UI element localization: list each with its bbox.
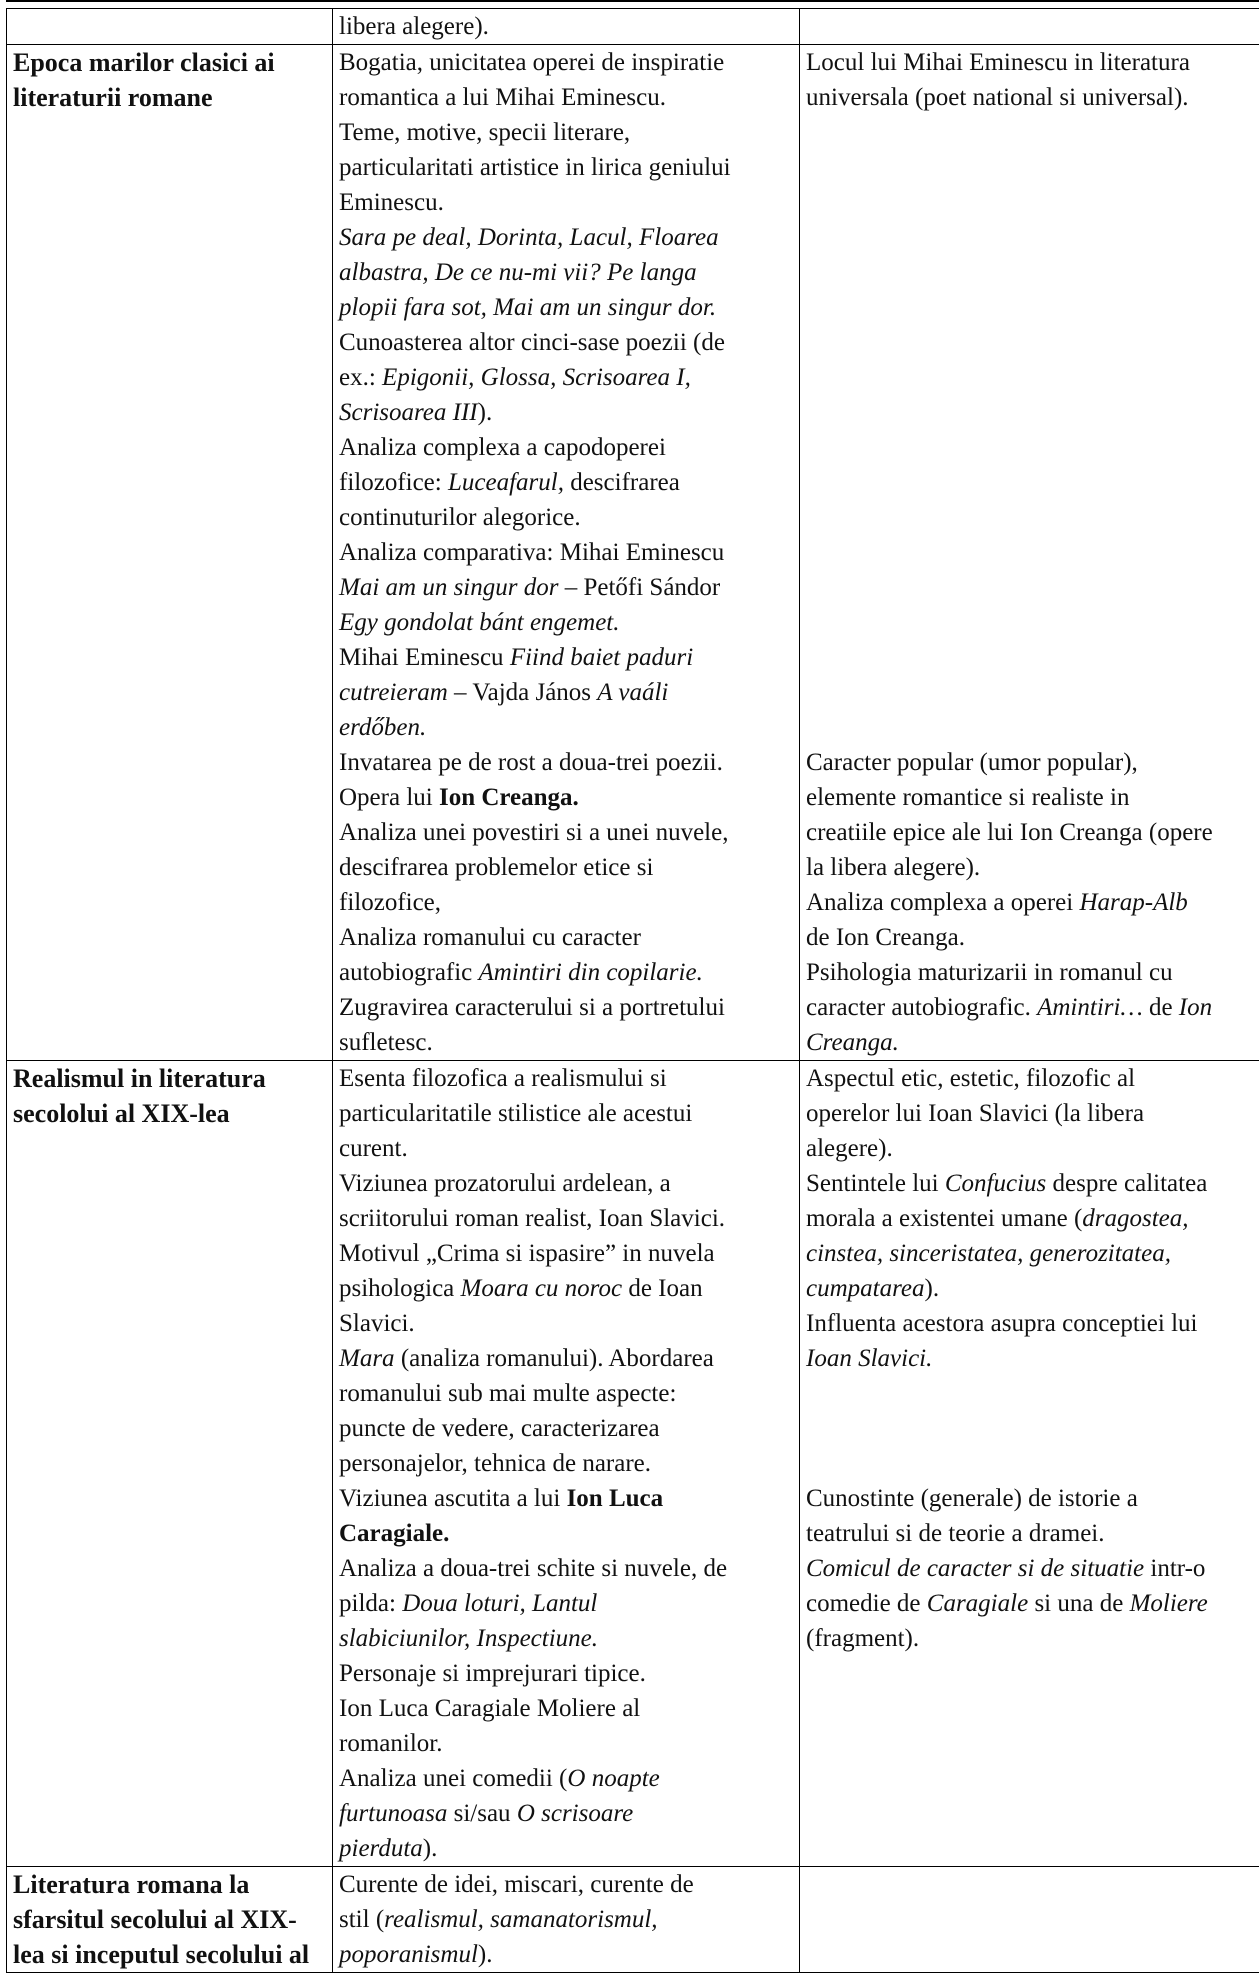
italic-text: Ioan Slavici. bbox=[806, 1345, 932, 1372]
text-span: Viziunea ascutita a lui bbox=[339, 1485, 567, 1512]
text-line bbox=[339, 9, 795, 44]
text-line bbox=[339, 1691, 795, 1726]
text-span: Analiza unei comedii ( bbox=[339, 1765, 567, 1792]
text-line bbox=[339, 1516, 795, 1551]
blank-line bbox=[806, 150, 1256, 185]
blank-line bbox=[806, 570, 1256, 605]
text-span: Opera lui bbox=[339, 784, 439, 811]
text-span: creatiile epice ale lui Ion Creanga (opere bbox=[806, 819, 1213, 846]
text-span: comedie de bbox=[806, 1590, 927, 1617]
text-span: Cunoasterea altor cinci-sase poezii (de bbox=[339, 329, 725, 356]
text-line bbox=[339, 1446, 795, 1481]
text-line bbox=[339, 1937, 795, 1972]
italic-text: Ion bbox=[1179, 994, 1212, 1021]
topic-line: Epoca marilor clasici ai bbox=[13, 45, 328, 80]
text-line bbox=[339, 815, 795, 850]
topic-cell bbox=[7, 45, 333, 1061]
text-span: Personaje si imprejurari tipice. bbox=[339, 1660, 646, 1687]
italic-text: albastra, De ce nu-mi vii? Pe langa bbox=[339, 259, 697, 286]
text-line bbox=[339, 430, 795, 465]
text-line bbox=[806, 780, 1256, 815]
text-line bbox=[806, 80, 1256, 115]
text-line bbox=[339, 1621, 795, 1656]
text-line bbox=[806, 1025, 1256, 1060]
italic-text: A vaáli bbox=[597, 679, 668, 706]
text-line bbox=[339, 1867, 795, 1902]
text-span: Motivul „Crima si ispasire” in nuvela bbox=[339, 1240, 715, 1267]
italic-text: pierduta bbox=[339, 1835, 423, 1862]
text-line bbox=[806, 1586, 1256, 1621]
text-span: Aspectul etic, estetic, filozofic al bbox=[806, 1065, 1135, 1092]
blank-line bbox=[806, 185, 1256, 220]
text-line bbox=[339, 1201, 795, 1236]
blank-line bbox=[806, 290, 1256, 325]
text-span: ). bbox=[478, 1941, 493, 1968]
text-span: teatrului si de teorie a dramei. bbox=[806, 1520, 1105, 1547]
text-line bbox=[806, 1236, 1256, 1271]
text-line bbox=[339, 1376, 795, 1411]
text-line bbox=[339, 675, 795, 710]
text-line bbox=[339, 1236, 795, 1271]
text-line bbox=[806, 1621, 1256, 1656]
text-line bbox=[339, 1271, 795, 1306]
text-span: particularitatile stilistice ale acestui bbox=[339, 1100, 692, 1127]
blank-line bbox=[806, 675, 1256, 710]
text-line bbox=[806, 745, 1256, 780]
italic-text: Mara bbox=[339, 1345, 395, 1372]
blank-line bbox=[806, 640, 1256, 675]
text-span: morala a existentei umane ( bbox=[806, 1205, 1082, 1232]
italic-text: plopii fara sot, Mai am un singur dor. bbox=[339, 294, 716, 321]
text-line bbox=[339, 535, 795, 570]
italic-text: Doua loturi, Lantul bbox=[402, 1590, 597, 1617]
text-line bbox=[339, 1726, 795, 1761]
text-line bbox=[339, 360, 795, 395]
italic-text: cutreieram bbox=[339, 679, 448, 706]
text-span: Ion Luca Caragiale Moliere al bbox=[339, 1695, 640, 1722]
text-line bbox=[806, 920, 1256, 955]
text-span: alegere). bbox=[806, 1135, 893, 1162]
text-span: filozofice, bbox=[339, 889, 441, 916]
extension-cell bbox=[800, 1061, 1259, 1867]
text-line bbox=[339, 1411, 795, 1446]
text-line bbox=[339, 745, 795, 780]
text-span: ex.: bbox=[339, 364, 382, 391]
text-line bbox=[339, 920, 795, 955]
table-row bbox=[7, 1867, 1259, 1973]
italic-text: cumpatarea bbox=[806, 1275, 925, 1302]
topic-line: Realismul in literatura bbox=[13, 1061, 328, 1096]
text-line bbox=[339, 150, 795, 185]
text-span: curent. bbox=[339, 1135, 408, 1162]
text-line bbox=[806, 1201, 1256, 1236]
text-span: despre calitatea bbox=[1046, 1170, 1207, 1197]
text-span: romanului sub mai multe aspecte: bbox=[339, 1380, 676, 1407]
text-line bbox=[806, 1271, 1256, 1306]
text-line bbox=[339, 1306, 795, 1341]
text-span: – Vajda János bbox=[448, 679, 598, 706]
italic-text: O noapte bbox=[567, 1765, 659, 1792]
text-line bbox=[339, 1341, 795, 1376]
text-span: Curente de idei, miscari, curente de bbox=[339, 1871, 694, 1898]
blank-line bbox=[806, 255, 1256, 290]
bold-text: Ion Creanga. bbox=[439, 784, 579, 811]
italic-text: Harap-Alb bbox=[1079, 889, 1187, 916]
text-span: Mihai Eminescu bbox=[339, 644, 510, 671]
content-cell bbox=[333, 1061, 800, 1867]
text-span: de Ion Creanga. bbox=[806, 924, 965, 951]
topic-cell bbox=[7, 1061, 333, 1867]
text-span: Bogatia, unicitatea operei de inspiratie bbox=[339, 49, 724, 76]
italic-text: cinstea, sinceristatea, generozitatea, bbox=[806, 1240, 1171, 1267]
text-span: psihologica bbox=[339, 1275, 461, 1302]
text-line bbox=[339, 220, 795, 255]
topic-line: secololui al XIX-lea bbox=[13, 1096, 328, 1131]
text-span: Zugravirea caracterului si a portretului bbox=[339, 994, 725, 1021]
italic-text: Epigonii, Glossa, Scrisoarea I, bbox=[382, 364, 691, 391]
text-line bbox=[339, 465, 795, 500]
bold-text: Caragiale. bbox=[339, 1520, 449, 1547]
italic-text: Mai am un singur dor bbox=[339, 574, 558, 601]
italic-text: Amintiri… bbox=[1037, 994, 1143, 1021]
italic-text: poporanismul bbox=[339, 1941, 478, 1968]
italic-text: Luceafarul, bbox=[448, 469, 564, 496]
text-line bbox=[339, 185, 795, 220]
text-line bbox=[806, 1551, 1256, 1586]
text-line bbox=[339, 80, 795, 115]
topic-line: lea si inceputul secolului al bbox=[13, 1937, 328, 1972]
text-line bbox=[806, 1166, 1256, 1201]
blank-line bbox=[806, 325, 1256, 360]
italic-text: Scrisoarea III bbox=[339, 399, 478, 426]
text-line bbox=[339, 1166, 795, 1201]
text-span: ). bbox=[423, 1835, 438, 1862]
text-line bbox=[806, 885, 1256, 920]
text-span: descifrarea bbox=[564, 469, 680, 496]
text-span: Esenta filozofica a realismului si bbox=[339, 1065, 667, 1092]
text-span: romantica a lui Mihai Eminescu. bbox=[339, 84, 666, 111]
text-span: Analiza complexa a capodoperei bbox=[339, 434, 666, 461]
text-line bbox=[339, 325, 795, 360]
text-line bbox=[339, 990, 795, 1025]
table-row bbox=[7, 1061, 1259, 1867]
text-span: ). bbox=[478, 399, 493, 426]
blank-line bbox=[806, 1411, 1256, 1446]
text-span: autobiografic bbox=[339, 959, 479, 986]
text-line bbox=[339, 1025, 795, 1060]
text-line bbox=[339, 780, 795, 815]
text-span: ). bbox=[925, 1275, 940, 1302]
text-line bbox=[806, 815, 1256, 850]
text-span: Sentintele lui bbox=[806, 1170, 945, 1197]
extension-cell bbox=[800, 9, 1259, 45]
italic-text: Comicul de caracter si de situatie bbox=[806, 1555, 1144, 1582]
text-span: Eminescu. bbox=[339, 189, 444, 216]
text-line bbox=[339, 1551, 795, 1586]
curriculum-table-body bbox=[7, 9, 1259, 1973]
text-span: operelor lui Ioan Slavici (la libera bbox=[806, 1100, 1144, 1127]
text-span: scriitorului roman realist, Ioan Slavici. bbox=[339, 1205, 725, 1232]
table-top-border bbox=[6, 0, 1259, 2]
text-line bbox=[339, 885, 795, 920]
text-line bbox=[339, 255, 795, 290]
text-line bbox=[806, 1061, 1256, 1096]
italic-text: O scrisoare bbox=[517, 1800, 633, 1827]
italic-text: dragostea, bbox=[1082, 1205, 1188, 1232]
text-span: (analiza romanului). Abordarea bbox=[395, 1345, 714, 1372]
curriculum-table bbox=[6, 8, 1259, 1973]
text-line bbox=[339, 500, 795, 535]
text-span: filozofice: bbox=[339, 469, 448, 496]
content-cell bbox=[333, 1867, 800, 1973]
text-span: Analiza a doua-trei schite si nuvele, de bbox=[339, 1555, 727, 1582]
text-line bbox=[806, 1481, 1256, 1516]
text-span: Analiza unei povestiri si a unei nuvele, bbox=[339, 819, 728, 846]
text-line bbox=[806, 1096, 1256, 1131]
text-line bbox=[339, 640, 795, 675]
italic-text: Moara cu noroc bbox=[461, 1275, 623, 1302]
italic-text: Egy gondolat bánt engemet. bbox=[339, 609, 620, 636]
text-line bbox=[806, 990, 1256, 1025]
text-line bbox=[806, 1516, 1256, 1551]
italic-text: slabiciunilor, Inspectiune. bbox=[339, 1625, 598, 1652]
text-line bbox=[339, 1061, 795, 1096]
text-line bbox=[339, 1656, 795, 1691]
text-span: elemente romantice si realiste in bbox=[806, 784, 1129, 811]
text-line bbox=[806, 955, 1256, 990]
text-span: Invatarea pe de rost a doua-trei poezii. bbox=[339, 749, 723, 776]
blank-line bbox=[806, 430, 1256, 465]
blank-line bbox=[806, 1446, 1256, 1481]
topic-line: Literatura romana la bbox=[13, 1867, 328, 1902]
blank-line bbox=[806, 115, 1256, 150]
text-span: universala (poet national si universal). bbox=[806, 84, 1189, 111]
text-span: stil ( bbox=[339, 1906, 384, 1933]
text-span: libera alegere). bbox=[339, 13, 489, 40]
text-line bbox=[339, 1831, 795, 1866]
text-line bbox=[339, 1131, 795, 1166]
text-span: la libera alegere). bbox=[806, 854, 980, 881]
text-line bbox=[339, 850, 795, 885]
text-span: Analiza romanului cu caracter bbox=[339, 924, 641, 951]
text-line bbox=[339, 115, 795, 150]
text-span: Viziunea prozatorului ardelean, a bbox=[339, 1170, 671, 1197]
text-line bbox=[806, 1131, 1256, 1166]
text-span: Slavici. bbox=[339, 1310, 415, 1337]
text-line bbox=[339, 1586, 795, 1621]
text-span: romanilor. bbox=[339, 1730, 442, 1757]
blank-line bbox=[806, 465, 1256, 500]
text-span: Psihologia maturizarii in romanul cu bbox=[806, 959, 1173, 986]
topic-line: sfarsitul secolului al XIX- bbox=[13, 1902, 328, 1937]
content-cell bbox=[333, 9, 800, 45]
text-line bbox=[339, 1761, 795, 1796]
text-line bbox=[806, 1306, 1256, 1341]
extension-cell bbox=[800, 1867, 1259, 1973]
text-span: personajelor, tehnica de narare. bbox=[339, 1450, 651, 1477]
text-span: Caracter popular (umor popular), bbox=[806, 749, 1138, 776]
italic-text: Moliere bbox=[1130, 1590, 1208, 1617]
italic-text: Amintiri din copilarie. bbox=[479, 959, 703, 986]
text-line bbox=[339, 1796, 795, 1831]
blank-line bbox=[806, 1376, 1256, 1411]
bold-text: Ion Luca bbox=[567, 1485, 664, 1512]
blank-line bbox=[806, 605, 1256, 640]
text-span: Influenta acestora asupra conceptiei lui bbox=[806, 1310, 1197, 1337]
text-span: – Petőfi Sándor bbox=[558, 574, 720, 601]
blank-line bbox=[806, 500, 1256, 535]
text-span: continuturilor alegorice. bbox=[339, 504, 581, 531]
text-span: (fragment). bbox=[806, 1625, 919, 1652]
text-line bbox=[339, 605, 795, 640]
text-span: Analiza complexa a operei bbox=[806, 889, 1079, 916]
text-line bbox=[339, 1481, 795, 1516]
blank-line bbox=[806, 710, 1256, 745]
blank-line bbox=[806, 360, 1256, 395]
text-span: sufletesc. bbox=[339, 1029, 433, 1056]
text-span: Teme, motive, specii literare, bbox=[339, 119, 630, 146]
text-line bbox=[339, 45, 795, 80]
text-line bbox=[806, 1341, 1256, 1376]
text-line bbox=[339, 1096, 795, 1131]
table-row bbox=[7, 45, 1259, 1061]
blank-line bbox=[806, 395, 1256, 430]
text-line bbox=[339, 570, 795, 605]
text-line bbox=[806, 850, 1256, 885]
text-span: caracter autobiografic. bbox=[806, 994, 1037, 1021]
text-span: de bbox=[1143, 994, 1179, 1021]
text-line bbox=[339, 1902, 795, 1937]
text-span: si/sau bbox=[447, 1800, 516, 1827]
italic-text: furtunoasa bbox=[339, 1800, 447, 1827]
text-span: Analiza comparativa: Mihai Eminescu bbox=[339, 539, 724, 566]
table-row bbox=[7, 9, 1259, 45]
italic-text: Sara pe deal, Dorinta, Lacul, Floarea bbox=[339, 224, 719, 251]
text-span: particularitati artistice in lirica geniului bbox=[339, 154, 731, 181]
content-cell bbox=[333, 45, 800, 1061]
blank-line bbox=[806, 535, 1256, 570]
text-span: pilda: bbox=[339, 1590, 402, 1617]
extension-cell bbox=[800, 45, 1259, 1061]
italic-text: realismul, samanatorismul, bbox=[384, 1906, 657, 1933]
text-line bbox=[339, 395, 795, 430]
text-line bbox=[806, 45, 1256, 80]
text-span: descifrarea problemelor etice si bbox=[339, 854, 653, 881]
text-span: Cunostinte (generale) de istorie a bbox=[806, 1485, 1138, 1512]
italic-text: erdőben. bbox=[339, 714, 426, 741]
italic-text: Confucius bbox=[945, 1170, 1046, 1197]
blank-line bbox=[806, 220, 1256, 255]
text-line bbox=[339, 710, 795, 745]
text-span: puncte de vedere, caracterizarea bbox=[339, 1415, 660, 1442]
topic-line: literaturii romane bbox=[13, 80, 328, 115]
topic-cell bbox=[7, 9, 333, 45]
text-line bbox=[339, 290, 795, 325]
topic-cell bbox=[7, 1867, 333, 1973]
text-span: Locul lui Mihai Eminescu in literatura bbox=[806, 49, 1190, 76]
italic-text: Caragiale bbox=[927, 1590, 1028, 1617]
text-span: si una de bbox=[1028, 1590, 1129, 1617]
italic-text: Creanga. bbox=[806, 1029, 899, 1056]
text-line bbox=[339, 955, 795, 990]
text-span: de Ioan bbox=[622, 1275, 703, 1302]
text-span: intr-o bbox=[1144, 1555, 1205, 1582]
italic-text: Fiind baiet paduri bbox=[510, 644, 693, 671]
